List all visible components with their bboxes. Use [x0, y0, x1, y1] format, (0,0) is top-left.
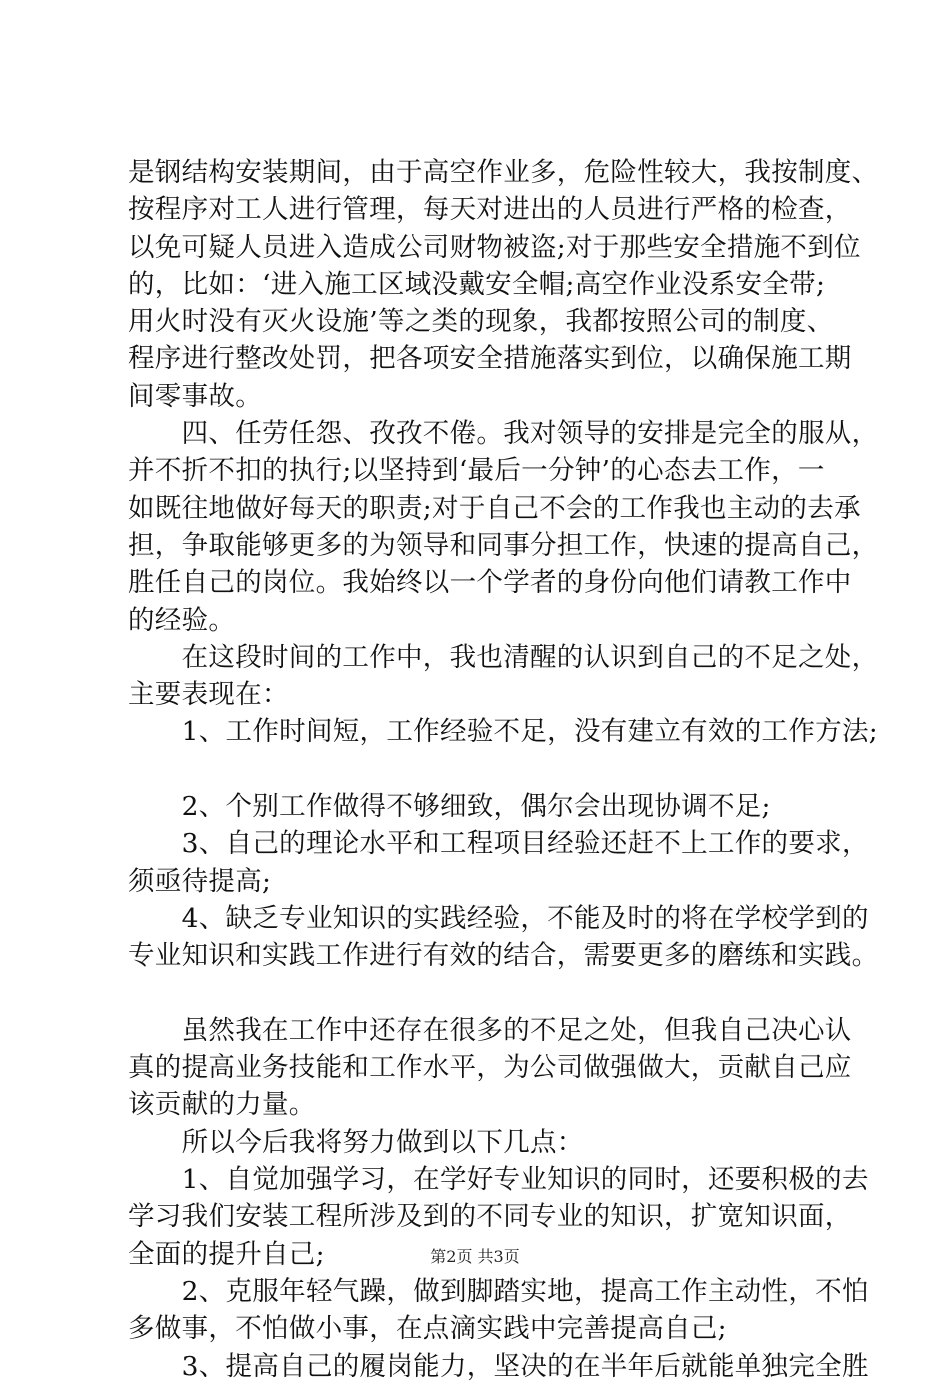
text-line: 用火时没有灭火设施’等之类的现象，我都按照公司的制度、 [128, 306, 834, 338]
text-line: 按程序对工人进行管理，每天对进出的人员进行严格的检查， [128, 194, 852, 226]
text-line: 以免可疑人员进入造成公司财物被盗;对于那些安全措施不到位 [128, 231, 861, 263]
blank-line [128, 975, 838, 1012]
text-line: 的经验。 [128, 604, 236, 636]
text-line: 1、工作时间短，工作经验不足，没有建立有效的工作方法; [128, 716, 878, 748]
text-line: 3、提高自己的履岗能力，坚决的在半年后就能单独完全胜 [128, 1350, 869, 1382]
text-line: 专业知识和实践工作进行有效的结合，需要更多的磨练和实践。 [128, 940, 879, 972]
text-line: 四、任劳任怨、孜孜不倦。我对领导的安排是完全的服从， [128, 418, 879, 450]
text-line: 须亟待提高; [128, 865, 272, 897]
text-line: 程序进行整改处罚，把各项安全措施落实到位，以确保施工期 [128, 343, 852, 375]
text-line: 主要表现在： [128, 679, 289, 711]
text-line: 担，争取能够更多的为领导和同事分担工作，快速的提高自己， [128, 529, 879, 561]
text-line: 2、克服年轻气躁，做到脚踏实地，提高工作主动性，不怕 [128, 1275, 869, 1307]
text-line: 2、个别工作做得不够细致，偶尔会出现协调不足; [128, 791, 771, 823]
text-line: 所以今后我将努力做到以下几点： [128, 1126, 584, 1158]
text-line: 该贡献的力量。 [128, 1089, 316, 1121]
blank-line [128, 751, 838, 788]
text-line: 全面的提升自己; [128, 1238, 325, 1270]
document-body [128, 154, 879, 1385]
text-line: 4、缺乏专业知识的实践经验，不能及时的将在学校学到的 [128, 902, 869, 934]
text-line: 的，比如：‘进入施工区域没戴安全帽;高空作业没系安全带; [128, 268, 826, 300]
text-line: 如既往地做好每天的职责;对于自己不会的工作我也主动的去承 [128, 492, 861, 524]
text-line: 胜任自己的岗位。我始终以一个学者的身份向他们请教工作中 [128, 567, 852, 599]
page-number-footer: 第2页 共3页 [430, 1247, 520, 1266]
text-line: 真的提高业务技能和工作水平，为公司做强做大，贡献自己应 [128, 1052, 852, 1084]
text-line: 并不折不扣的执行;以坚持到‘最后一分钟’的心态去工作，一 [128, 455, 825, 487]
text-line: 学习我们安装工程所涉及到的不同专业的知识，扩宽知识面， [128, 1201, 852, 1233]
text-line: 多做事，不怕做小事，在点滴实践中完善提高自己; [128, 1313, 727, 1345]
text-line: 是钢结构安装期间，由于高空作业多，危险性较大，我按制度、 [128, 157, 879, 188]
text-line: 间零事故。 [128, 380, 262, 412]
text-line: 在这段时间的工作中，我也清醒的认识到自己的不足之处， [128, 641, 879, 673]
text-line: 虽然我在工作中还存在很多的不足之处，但我自己决心认 [128, 1014, 852, 1046]
text-line: 1、自觉加强学习，在学好专业知识的同时，还要积极的去 [128, 1164, 869, 1196]
text-line: 3、自己的理论水平和工程项目经验还赶不上工作的要求， [128, 828, 869, 860]
